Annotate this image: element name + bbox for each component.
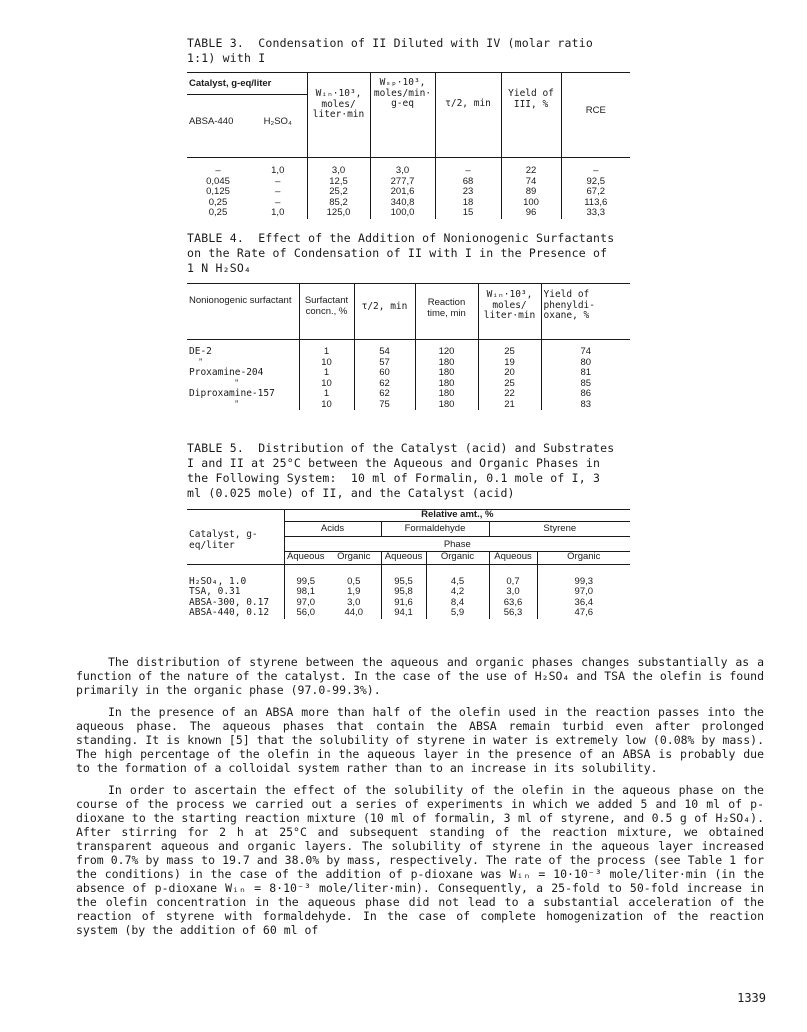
table5-cell: 56,0: [284, 608, 327, 619]
table-row: [187, 347, 630, 358]
table3-cell: 0,25: [208, 207, 228, 218]
table3-head-catalyst: Catalyst, g-eq/liter: [187, 73, 307, 95]
table5-head-relative: Relative amt., %: [284, 510, 630, 522]
table3-cell: 0,25: [208, 196, 228, 208]
table4-cell: 20: [478, 368, 541, 379]
table3-head-t2: τ/2, min: [435, 73, 501, 158]
table5-cell: 95,5: [381, 577, 426, 588]
table3-cell: 125,0: [307, 208, 370, 219]
page-number: 1339: [737, 991, 766, 1005]
table4-cell: 81: [541, 368, 630, 379]
table3: [187, 72, 630, 219]
table5-cell: 56,3: [489, 608, 537, 619]
table5-cell: 1,9: [347, 586, 361, 597]
table5-head-styrene: Styrene: [489, 522, 630, 537]
body-text: [76, 655, 764, 945]
table5-cell: 98,1: [284, 587, 327, 598]
table5-head-acids: Acids: [284, 522, 381, 537]
paragraph: The distribution of styrene between the aqueous and organic phases changes substantially as a function of the nature of the catalyst. In the case of the use of H₂SO₄ and TSA the olefin is found primarily in the organic phase (97.0-99.3%).: [76, 655, 764, 697]
table4-cell: 54: [354, 347, 415, 358]
table5-caption-line: the Following System: 10 ml of Formalin, 0.1 mole of I, 3: [187, 471, 601, 485]
table3-cell: 0,125: [206, 186, 230, 197]
table3-head-rce: RCE: [561, 73, 630, 158]
table5-cell: 0,5: [347, 575, 361, 587]
paragraph: In the presence of an ABSA more than half of the olefin used in the reaction passes into the aqueous phase. The aqueous phases that contain the ABSA remain turbid even after prolonged standing. It is known [5] that the solubility of styrene in water is extremely low (0.08% by mass). The high percentage of the olefin in the aqueous layer in the presence of an ABSA is probably due to the formation of a colloidal system rather than to an increase in its solubility.: [76, 705, 764, 775]
table5-cell: H₂SO₄, 1.0: [189, 575, 247, 587]
table3-cell: 1,0: [271, 165, 285, 176]
table4-cell: 180: [415, 368, 478, 379]
table5-caption-line: TABLE 5. Distribution of the Catalyst (acid) and Substrates: [187, 441, 615, 455]
table4-cell: 180: [415, 389, 478, 400]
table5-cell: 99,3: [537, 577, 630, 588]
table3-cell: 18: [435, 198, 501, 209]
table4-cell: 10: [299, 358, 354, 369]
table4-cell: 10: [299, 379, 354, 390]
table4-cell: 1: [299, 347, 354, 358]
table5-cell: 94,1: [381, 608, 426, 619]
table5-cell: 97,0: [284, 598, 327, 609]
table3-body: [187, 158, 630, 219]
table3-head-absa: ABSA-440: [187, 95, 249, 158]
table4-cell: 62: [354, 389, 415, 400]
table3-cell: 201,6: [370, 187, 435, 198]
table5-head-aqueous: Aqueous: [284, 552, 327, 565]
table5-head-formaldehyde: Formaldehyde: [381, 522, 489, 537]
table4-cell: 85: [541, 379, 630, 390]
table3-cell: 3,0: [370, 166, 435, 177]
table4-cell: 1: [299, 368, 354, 379]
table5-head-aqueous: Aqueous: [489, 552, 537, 565]
table4-cell: DE-2: [189, 346, 212, 357]
table5-caption-line: ml (0.025 mole) of II, and the Catalyst (acid): [187, 486, 515, 500]
table3-cell: 100,0: [370, 208, 435, 219]
table3-caption-line: TABLE 3. Condensation of II Diluted with IV (molar ratio: [187, 36, 594, 50]
table5-cell: ABSA-300, 0.17: [189, 596, 270, 608]
table5-cell: 63,6: [489, 598, 537, 609]
table5-cell: 3,0: [347, 596, 361, 608]
table5-head-organic: Organic: [426, 552, 489, 565]
table3-cell: 3,0: [307, 166, 370, 177]
table3-cell: 89: [501, 187, 561, 198]
table3-caption-line: 1:1) with I: [187, 51, 266, 65]
table4-cell: 25: [478, 347, 541, 358]
table4-cell: 19: [478, 358, 541, 369]
table4-cell: 75: [354, 400, 415, 411]
table3-head-h2so4: H₂SO₄: [249, 95, 307, 158]
table5-head-phase: Phase: [284, 537, 630, 552]
table4-cell: 22: [478, 389, 541, 400]
table5-head-catalyst: Catalyst, g-eq/liter: [187, 510, 284, 552]
table5-cell: 4,5: [426, 577, 489, 588]
table-row: [187, 187, 630, 198]
table4-caption-line: 1 N H₂SO₄: [187, 261, 252, 275]
table4-head-win: Wᵢₙ·10³, moles/ liter·min: [478, 284, 541, 340]
table4-cell: Diproxamine-157: [189, 388, 275, 399]
table4-caption-line: TABLE 4. Effect of the Addition of Nonionogenic Surfactants: [187, 231, 615, 245]
table4-cell: 83: [541, 400, 630, 411]
table3-cell: –: [561, 166, 630, 177]
table4-cell: 10: [299, 400, 354, 411]
table5-cell: 36,4: [537, 598, 630, 609]
table3-cell: 100: [501, 198, 561, 209]
table3-head-wsp: Wₛₚ·10³, moles/min· g-eq: [370, 73, 435, 158]
table3-cell: 25,2: [307, 187, 370, 198]
table5-cell: 97,0: [537, 587, 630, 598]
table4-cell: ”: [199, 356, 203, 368]
table-row: [187, 400, 630, 411]
table3-cell: 96: [501, 208, 561, 219]
table4-cell: 74: [541, 347, 630, 358]
table3-cell: 85,2: [307, 198, 370, 209]
table3-head-yield: Yield of III, %: [501, 73, 561, 158]
table4-head-concn: Surfactant concn., %: [299, 284, 354, 340]
table5-cell: 0,7: [489, 577, 537, 588]
table4-cell: 180: [415, 400, 478, 411]
table4-cell: 180: [415, 358, 478, 369]
table3-head-win: Wᵢₙ·10³, moles/ liter·min: [307, 73, 370, 158]
table3-cell: 68: [435, 177, 501, 188]
table4-head-surfactant: Nonionogenic surfactant: [187, 284, 299, 340]
table3-cell: 22: [501, 166, 561, 177]
table5-head-organic: Organic: [537, 552, 630, 565]
table5-caption: [187, 441, 614, 501]
table4-caption-line: on the Rate of Condensation of II with I in the Presence of: [187, 246, 608, 260]
paragraph: In order to ascertain the effect of the solubility of the olefin in the aqueous phase on the course of the process we carried out a series of experiments in which we added 5 and 10 ml of p-dioxane to the starting reaction mixture (10 ml of formalin, 3 ml of styrene, and 0.5 g of H₂SO₄). After stirring for 2 h at 25°C and subsequent standing of the reaction mixture, we obtained transparent aqueous and organic layers. The solubility of styrene in the aqueous layer increased from 0.7% by mass to 19.7 and 38.0% by mass, respectively. The rate of the process (see Table 1 for the conditions) in the case of the addition of p-dioxane was Wᵢₙ = 10·10⁻³ mole/liter·min (in the absence of p-dioxane Wᵢₙ = 8·10⁻³ mole/liter·min). Consequently, a 25-fold to 50-fold increase in the olefin concentration in the aqueous phase did not lead to a substantial acceleration of the reaction of styrene with formaldehyde. In the case of complete homogenization of the reaction system (by the addition of 60 ml of: [76, 783, 764, 937]
table5-cell: 4,2: [426, 587, 489, 598]
table4-cell: 80: [541, 358, 630, 369]
table3-cell: 15: [435, 208, 501, 219]
table5: [187, 509, 630, 619]
table4-cell: 120: [415, 347, 478, 358]
table3-cell: 33,3: [561, 208, 630, 219]
table4-cell: 25: [478, 379, 541, 390]
table4: [187, 283, 630, 410]
table4-cell: 21: [478, 400, 541, 411]
table3-cell: –: [275, 175, 281, 187]
table3-cell: 67,2: [561, 187, 630, 198]
table-row: [187, 368, 630, 379]
table4-cell: 57: [354, 358, 415, 369]
table4-caption: [187, 231, 614, 276]
table4-cell: 60: [354, 368, 415, 379]
table3-cell: –: [275, 186, 281, 197]
table3-cell: 23: [435, 187, 501, 198]
table-row: [187, 208, 630, 219]
table3-cell: 340,8: [370, 198, 435, 209]
table4-head-reaction: Reaction time, min: [415, 284, 478, 340]
table4-body: [187, 340, 630, 411]
table3-cell: 277,7: [370, 177, 435, 188]
table4-cell: 62: [354, 379, 415, 390]
table3-cell: 74: [501, 177, 561, 188]
table3-cell: 1,0: [271, 207, 285, 218]
table-row: [187, 608, 630, 619]
table5-caption-line: I and II at 25°C between the Aqueous and Organic Phases in: [187, 456, 601, 470]
table5-cell: 91,6: [381, 598, 426, 609]
table-row: [187, 166, 630, 177]
table5-cell: 47,6: [537, 608, 630, 619]
table5-cell: 5,9: [426, 608, 489, 619]
table3-cell: 12,5: [307, 177, 370, 188]
table3-cell: 92,5: [561, 177, 630, 188]
table4-cell: 180: [415, 379, 478, 390]
table-row: [187, 587, 630, 598]
table4-cell: ”: [235, 377, 239, 389]
table5-cell: 8,4: [426, 598, 489, 609]
table3-cell: –: [215, 165, 221, 176]
table4-cell: 86: [541, 389, 630, 400]
table5-cell: 99,5: [284, 577, 327, 588]
table5-cell: ABSA-440, 0.12: [189, 607, 270, 618]
table4-cell: Proxamine-204: [189, 367, 264, 378]
table5-cell: 3,0: [489, 587, 537, 598]
table5-head-aqueous: Aqueous: [381, 552, 426, 565]
table5-cell: 44,0: [344, 607, 363, 618]
table3-caption: [187, 36, 593, 66]
table3-cell: 113,6: [561, 198, 630, 209]
table5-cell: TSA, 0.31: [189, 586, 241, 597]
table3-cell: –: [435, 166, 501, 177]
table4-head-t2: τ/2, min: [354, 284, 415, 340]
table4-cell: 1: [299, 389, 354, 400]
table4-head-yield: Yield of phenyldi- oxane, %: [541, 284, 630, 340]
table5-body: [187, 564, 630, 619]
table-row: [187, 389, 630, 400]
table3-cell: –: [275, 196, 281, 208]
table5-cell: 95,8: [381, 587, 426, 598]
table5-head-organic: Organic: [327, 552, 381, 565]
table4-cell: ”: [235, 398, 239, 410]
table3-cell: 0,045: [206, 175, 230, 187]
